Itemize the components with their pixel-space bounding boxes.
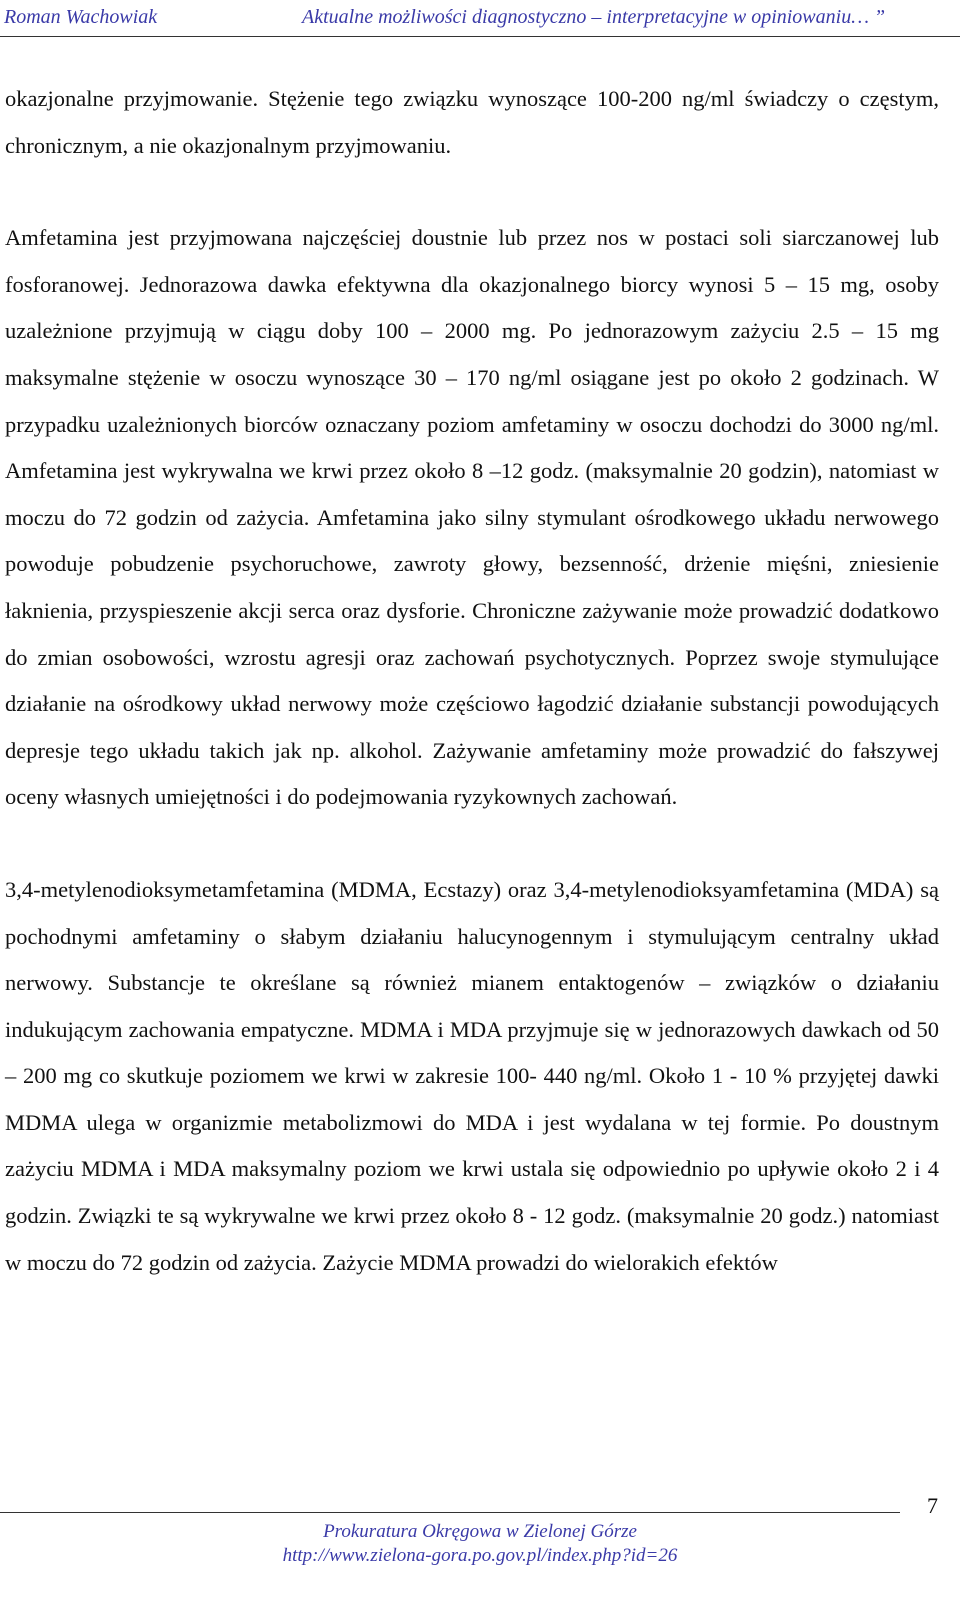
paragraph-mdma: 3,4-metylenodioksymetamfetamina (MDMA, Ecstazy) oraz 3,4-metylenodioksyamfetamina (MDA) są pochodnymi amfetaminy o słabym działaniu halucynogennym i stymulującym centralny układ nerwowy. Substancje te określane są również mianem entaktogenów – związków o działaniu indukującym zachowania empatyczne. MDMA i MDA przyjmuje się w jednorazowych dawkach od 50 – 200 mg co skutkuje poziomem we krwi w zakresie 100- 440 ng/ml. Około 1 - 10 % przyjętej dawki MDMA ulega w organizmie metabolizmowi do MDA i jest wydalana w tej formie. Po doustnym zażyciu MDMA i MDA maksymalny poziom we krwi ustala się odpowiednio po upływie około 2 i 4 godzin. Związki te są wykrywalne we krwi przez około 8 - 12 godz. (maksymalnie 20 godz.) natomiast w moczu do 72 godzin od zażycia. Zażycie MDMA prowadzi do wielorakich efektów [5,876,939,1275]
footer-url[interactable]: http://www.zielona-gora.po.gov.pl/index.php?id=26 [282,1545,678,1566]
page-number: 7 [927,1493,938,1518]
header-rule [0,36,960,37]
page-footer [0,1520,960,1568]
paragraph-continuation: okazjonalne przyjmowanie. Stężenie tego związku wynoszące 100-200 ng/ml świadczy o częstym, chronicznym, a nie okazjonalnym przyjmowaniu. [5,86,939,158]
running-header [4,2,956,32]
document-body [5,76,939,1286]
header-author: Roman Wachowiak [4,6,158,28]
footer-rule [0,1512,900,1513]
header-title: Aktualne możliwości diagnostyczno – interpretacyjne w opiniowaniu… ” [302,6,886,28]
paragraph-amphetamine: Amfetamina jest przyjmowana najczęściej doustnie lub przez nos w postaci soli siarczanowej lub fosforanowej. Jednorazowa dawka efektywna dla okazjonalnego biorcy wynosi 5 – 15 mg, osoby uzależnione przyjmują w ciągu doby 100 – 2000 mg. Po jednorazowym zażyciu 2.5 – 15 mg maksymalne stężenie w osoczu wynoszące 30 – 170 ng/ml osiągane jest po około 2 godzinach. W przypadku uzależnionych biorców oznaczany poziom amfetaminy w osoczu dochodzi do 3000 ng/ml. Amfetamina jest wykrywalna we krwi przez około 8 –12 godz. (maksymalnie 20 godzin), natomiast w moczu do 72 godzin od zażycia. Amfetamina jako silny stymulant ośrodkowego układu nerwowego powoduje pobudzenie psychoruchowe, zawroty głowy, bezsenność, drżenie mięśni, zniesienie łaknienia, przyspieszenie akcji serca oraz dysforie. Chroniczne zażywanie może prowadzić dodatkowo do zmian osobowości, wzrostu agresji oraz zachowań psychotycznych. Poprzez swoje stymulujące działanie na ośrodkowy układ nerwowy może częściowo łagodzić działanie substancji powodujących depresje tego układu takich jak np. alkohol. Zażywanie amfetaminy może prowadzić do fałszywej oceny własnych umiejętności i do podejmowania ryzykownych zachowań. [5,225,939,810]
footer-institution: Prokuratura Okręgowa w Zielonej Górze [323,1521,637,1542]
